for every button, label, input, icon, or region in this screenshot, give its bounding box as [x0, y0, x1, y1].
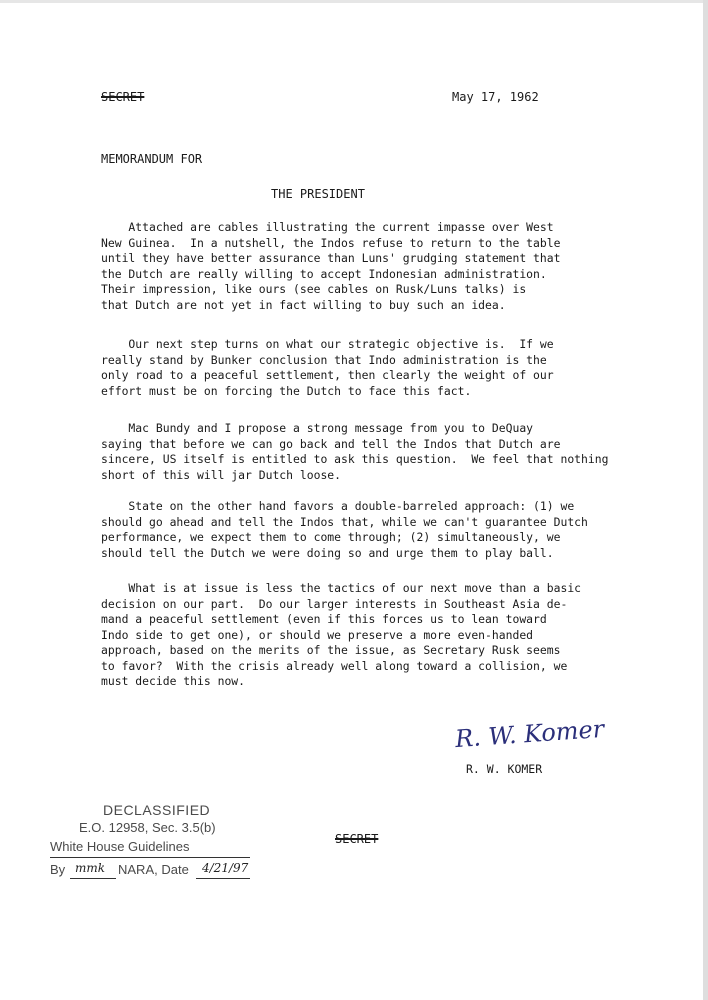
typed-signature-name: R. W. KOMER	[466, 762, 543, 776]
paragraph-line: Their impression, like ours (see cables on Rusk/Luns talks) is	[101, 282, 527, 296]
paragraph-line: performance, we expect them to come through; (2) simultaneously, we	[101, 530, 561, 544]
paragraph-line: Our next step turns on what our strategic objective is. If we	[101, 337, 554, 351]
paragraph-line: should tell the Dutch we were doing so and urge them to play ball.	[101, 545, 554, 560]
classification-bottom: SECRET	[335, 832, 379, 846]
paragraph-1	[101, 220, 621, 313]
initials-underline	[70, 878, 116, 879]
paragraph-line: Indo side to get one), or should we preserve a more even-handed	[101, 627, 534, 642]
paragraph-line: to favor? With the crisis already well along toward a collision, we	[101, 658, 568, 673]
classification-top: SECRET	[101, 90, 145, 104]
paragraph-line: really stand by Bunker conclusion that Indo administration is the	[101, 352, 547, 367]
paragraph-line: saying that before we can go back and tell the Indos that Dutch are	[101, 436, 561, 451]
paragraph-line: only road to a peaceful settlement, then clearly the weight of our	[101, 368, 554, 382]
memo-heading: MEMORANDUM FOR	[101, 152, 203, 166]
paragraph-line: effort must be on forcing the Dutch to face this fact.	[101, 383, 472, 398]
by-label: By	[50, 862, 66, 877]
paragraph-2	[101, 337, 621, 399]
paragraph-line: that Dutch are not yet in fact willing to buy such an idea.	[101, 297, 506, 312]
paragraph-line: mand a peaceful settlement (even if this forces us to lean toward	[101, 612, 547, 626]
declassification-date: 4/21/97	[202, 861, 249, 875]
paragraph-line: should go ahead and tell the Indos that, while we can't guarantee Dutch	[101, 514, 588, 529]
memo-recipient: THE PRESIDENT	[271, 187, 365, 201]
paragraph-line: sincere, US itself is entitled to ask this question. We feel that nothing	[101, 452, 609, 466]
declassification-guidelines: White House Guidelines	[50, 839, 190, 854]
paragraph-3	[101, 421, 621, 483]
paragraph-line: What is at issue is less the tactics of our next move than a basic	[101, 581, 582, 595]
date-underline	[196, 878, 250, 879]
scan-top-edge	[0, 0, 708, 3]
handwritten-signature: R. W. Komer	[454, 714, 606, 754]
paragraph-5	[101, 581, 621, 690]
paragraph-line: Attached are cables illustrating the current impasse over West	[101, 220, 554, 234]
paragraph-line: the Dutch are really willing to accept Indonesian administration.	[101, 266, 547, 281]
paragraph-4	[101, 499, 621, 561]
declassification-authority: E.O. 12958, Sec. 3.5(b)	[79, 820, 216, 835]
paragraph-line: until they have better assurance than Luns' grudging statement that	[101, 251, 561, 265]
paragraph-line: New Guinea. In a nutshell, the Indos refuse to return to the table	[101, 235, 561, 250]
guidelines-underline	[50, 857, 250, 858]
scan-right-edge	[703, 0, 708, 1000]
nara-date-label: NARA, Date	[118, 862, 189, 877]
paragraph-line: Mac Bundy and I propose a strong message from you to DeQuay	[101, 421, 534, 435]
paragraph-line: decision on our part. Do our larger interests in Southeast Asia de-	[101, 596, 568, 611]
by-initials: mmk	[75, 861, 106, 875]
paragraph-line: State on the other hand favors a double-barreled approach: (1) we	[101, 499, 575, 513]
paragraph-line: short of this will jar Dutch loose.	[101, 467, 342, 482]
paragraph-line: must decide this now.	[101, 674, 246, 688]
memo-date: May 17, 1962	[452, 90, 539, 104]
declassified-title: DECLASSIFIED	[103, 802, 211, 818]
paragraph-line: approach, based on the merits of the issue, as Secretary Rusk seems	[101, 643, 561, 657]
